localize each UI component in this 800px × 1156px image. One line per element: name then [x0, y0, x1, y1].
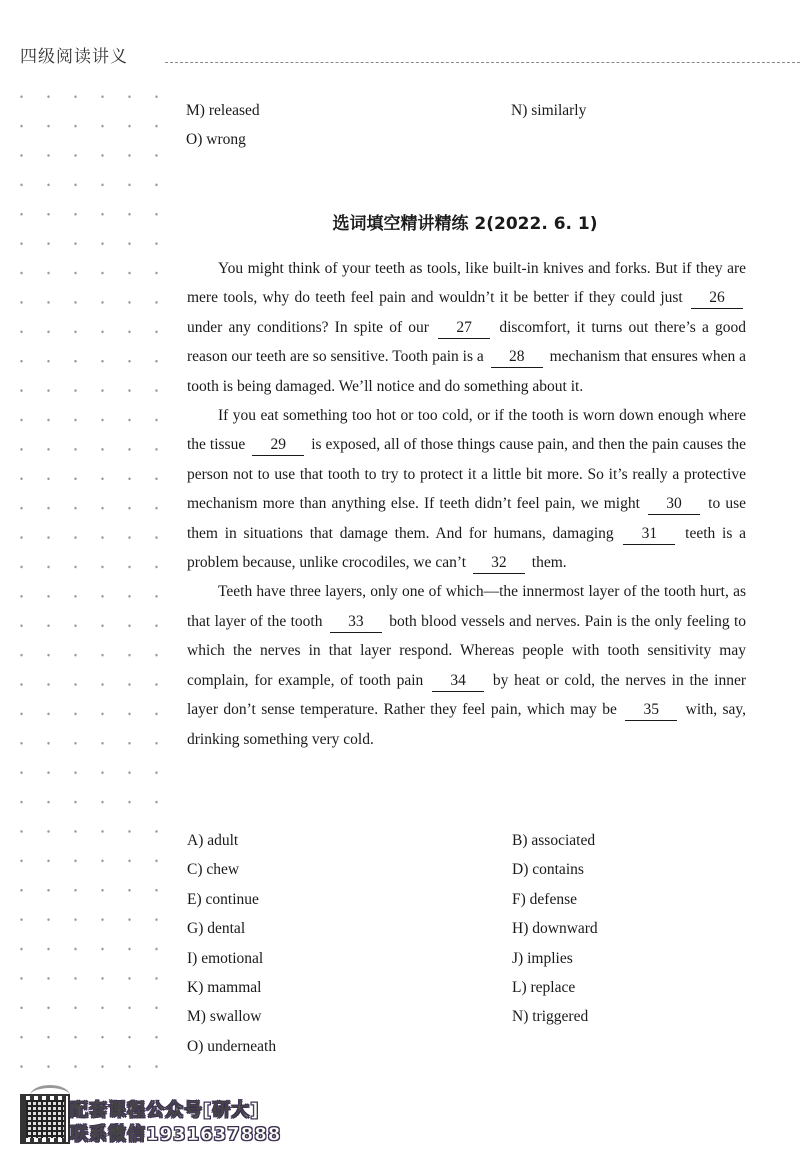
passage-text: them.: [531, 554, 567, 572]
option-item: O) underneath: [187, 1037, 277, 1055]
option-word: associated: [531, 832, 596, 849]
passage-text: is exposed, all of those things cause pain, and then the pain causes the person not to use that tooth to try to protect it a little bit more. So it’s really a protective mechanism more than anything else. If teeth didn’t feel pain, we might: [187, 436, 747, 513]
option-word: defense: [529, 890, 578, 908]
section-title: 选词填空精讲精练 2(2022. 6. 1): [332, 214, 598, 234]
passage-text: discomfort, it turns out there’s a good reason our teeth are so sensitive. Tooth pain is a: [187, 318, 747, 366]
reading-passage: [187, 254, 746, 754]
option-word: dental: [207, 920, 246, 938]
page-header-title: 四级阅读讲义: [20, 47, 128, 67]
option-item: M) released: [186, 102, 260, 119]
option-letter: O: [186, 131, 198, 149]
option-item: D) contains: [512, 861, 584, 879]
option-word: replace: [530, 978, 576, 996]
option-item: E) continue: [187, 890, 259, 908]
passage-text: by heat or cold, the nerves in the inner layer don’t sense temperature. Rather they feel pain, which may be: [187, 671, 747, 719]
option-letter: F: [512, 890, 521, 908]
option-letter: B: [512, 832, 523, 849]
passage-text: both blood vessels and nerves. Pain is the only feeling to which the nerves in that layer respond. Whereas people with tooth sensitivity may complain, for example, of tooth pain: [187, 612, 747, 689]
option-item: J) implies: [512, 949, 573, 967]
option-item: F) defense: [512, 890, 578, 908]
passage-paragraph-3: [187, 577, 746, 753]
option-letter: M: [186, 102, 200, 119]
top-options-list: [186, 96, 751, 155]
answer-blank-31: 31: [623, 524, 675, 545]
passage-text: with, say, drinking something very cold.: [187, 701, 746, 748]
option-item: B) associated: [512, 832, 596, 849]
option-letter: O: [187, 1037, 199, 1055]
passage-text: to use them in situations that damage them. And for humans, damaging: [187, 495, 747, 542]
option-letter: A: [187, 832, 199, 849]
option-word: underneath: [207, 1037, 277, 1055]
option-word: swallow: [209, 1008, 262, 1026]
answer-blank-27: 27: [438, 318, 490, 339]
option-letter: M: [187, 1008, 201, 1026]
option-word: continue: [205, 890, 259, 908]
qr-code-icon: [20, 1094, 70, 1144]
passage-paragraph-2: [187, 401, 746, 577]
option-letter: N: [512, 1008, 524, 1026]
option-letter: I: [187, 949, 193, 967]
option-item: O) wrong: [186, 131, 246, 149]
answer-blank-29: 29: [252, 435, 304, 456]
answer-blank-34: 34: [432, 671, 484, 692]
option-letter: H: [512, 920, 524, 938]
answer-blank-32: 32: [473, 553, 525, 574]
passage-text: If you eat something too hot or too cold, or if the tooth is worn down enough where the tissue: [187, 407, 746, 454]
option-word: similarly: [531, 102, 587, 119]
passage-paragraph-1: [187, 254, 746, 401]
answer-blank-30: 30: [648, 494, 700, 515]
answer-blank-28: 28: [491, 347, 543, 368]
promo-footer: [20, 1094, 320, 1146]
option-item: G) dental: [187, 920, 246, 938]
promo-line-1: 配套课程公众号[研大]: [70, 1100, 260, 1121]
promo-line-2: 联系微信1931637888: [70, 1124, 282, 1145]
option-item: A) adult: [187, 832, 239, 849]
option-word: mammal: [207, 978, 262, 996]
header-divider: [165, 62, 800, 63]
option-item: K) mammal: [187, 978, 262, 996]
option-item: N) similarly: [511, 102, 587, 119]
option-item: I) emotional: [187, 949, 264, 967]
passage-text: under any conditions? In spite of our: [187, 318, 429, 336]
option-letter: G: [187, 920, 199, 938]
option-item: N) triggered: [512, 1008, 589, 1026]
option-letter: N: [511, 102, 523, 119]
passage-text: You might think of your teeth as tools, like built-in knives and forks. But if they are mere tools, why do teeth feel pain and wouldn’t it be better if they could just: [187, 260, 746, 307]
option-letter: L: [512, 978, 522, 996]
option-letter: E: [187, 890, 197, 908]
option-word: adult: [207, 832, 239, 849]
option-letter: K: [187, 978, 199, 996]
option-word: triggered: [532, 1008, 589, 1026]
option-word: chew: [206, 861, 240, 879]
passage-text: mechanism that ensures when a tooth is being damaged. We’ll notice and do something about it.: [187, 348, 746, 395]
answer-blank-33: 33: [330, 612, 382, 633]
option-word: implies: [527, 949, 573, 967]
passage-text: teeth is a problem because, unlike crocodiles, we can’t: [187, 524, 746, 572]
option-item: C) chew: [187, 861, 240, 879]
passage-text: Teeth have three layers, only one of which—the innermost layer of the tooth hurt, as that layer of the tooth: [187, 583, 746, 630]
option-item: H) downward: [512, 920, 598, 938]
answer-blank-26: 26: [691, 288, 743, 309]
option-item: M) swallow: [187, 1008, 262, 1026]
option-letter: J: [512, 949, 519, 967]
option-letter: C: [187, 861, 198, 879]
option-item: L) replace: [512, 978, 576, 996]
option-word: downward: [532, 920, 598, 938]
option-word: released: [208, 102, 260, 119]
option-letter: D: [512, 861, 524, 879]
word-bank-options: [187, 826, 752, 1061]
answer-blank-35: 35: [625, 700, 677, 721]
option-word: contains: [532, 861, 584, 879]
option-word: wrong: [206, 131, 246, 149]
option-word: emotional: [201, 949, 264, 967]
